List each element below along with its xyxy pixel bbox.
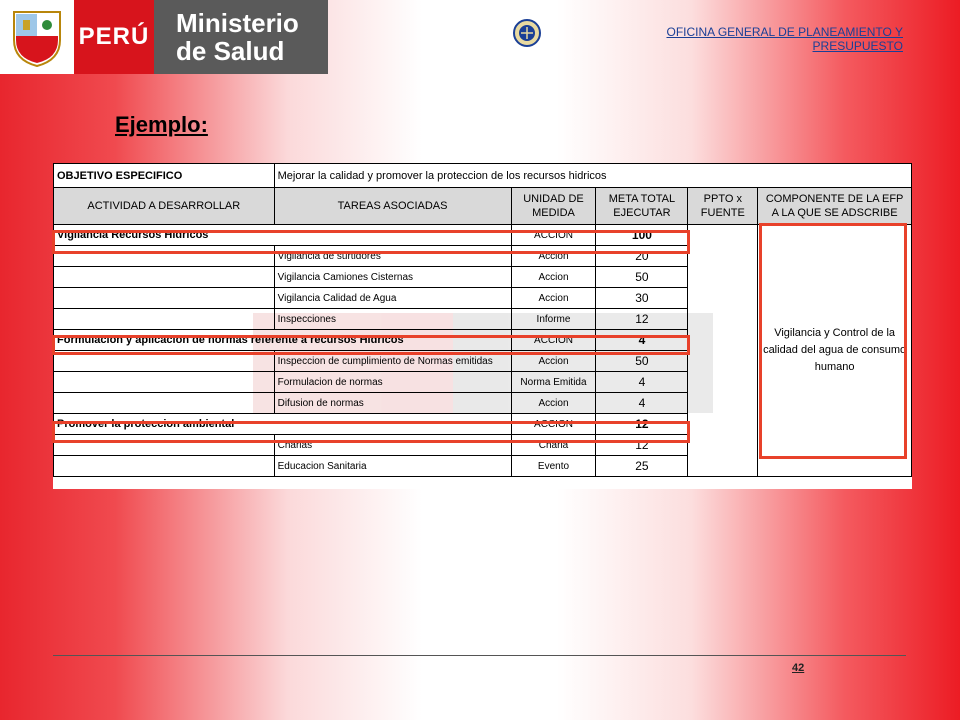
meta-cell: 100 bbox=[596, 225, 688, 246]
ministry-logo bbox=[0, 0, 328, 74]
unit-cell: Evento bbox=[511, 456, 596, 477]
task-cell: Difusion de normas bbox=[274, 393, 511, 414]
meta-cell: 50 bbox=[596, 267, 688, 288]
meta-cell: 30 bbox=[596, 288, 688, 309]
activity-cell bbox=[54, 456, 275, 477]
unit-cell: Accion bbox=[511, 288, 596, 309]
activity-cell: Vigilancia Recursos Hidricos bbox=[54, 225, 512, 246]
meta-cell: 12 bbox=[596, 414, 688, 435]
meta-cell: 12 bbox=[596, 435, 688, 456]
budget-cell bbox=[688, 225, 758, 477]
activity-cell: Formulacion y aplicacion de normas referente a recursos Hidricos bbox=[54, 330, 512, 351]
meta-cell: 4 bbox=[596, 372, 688, 393]
globe-emblem-icon bbox=[513, 19, 541, 47]
unit-cell: Accion bbox=[511, 351, 596, 372]
unit-cell: Charla bbox=[511, 435, 596, 456]
meta-cell: 25 bbox=[596, 456, 688, 477]
unit-cell: ACCION bbox=[511, 330, 596, 351]
activity-cell: Promover la proteccion ambiental bbox=[54, 414, 512, 435]
activity-cell bbox=[54, 372, 275, 393]
header-meta: META TOTAL EJECUTAR bbox=[596, 188, 688, 225]
meta-cell: 20 bbox=[596, 246, 688, 267]
activity-cell bbox=[54, 267, 275, 288]
unit-cell: Informe bbox=[511, 309, 596, 330]
unit-cell: Accion bbox=[511, 267, 596, 288]
table-header-row bbox=[54, 188, 912, 225]
unit-cell: ACCION bbox=[511, 225, 596, 246]
header-budget: PPTO x FUENTE bbox=[688, 188, 758, 225]
logo-ministry-line1: Ministerio bbox=[176, 8, 299, 38]
header-tasks: TAREAS ASOCIADAS bbox=[274, 188, 511, 225]
office-line2: PRESUPUESTO bbox=[812, 39, 903, 53]
header-component: COMPONENTE DE LA EFP A LA QUE SE ADSCRIBE bbox=[758, 188, 912, 225]
task-cell: Vigilancia Camiones Cisternas bbox=[274, 267, 511, 288]
highlight-box bbox=[52, 335, 690, 355]
meta-cell: 50 bbox=[596, 351, 688, 372]
page-number: 42 bbox=[792, 662, 805, 674]
activity-cell bbox=[54, 393, 275, 414]
task-cell: Vigilancia Calidad de Agua bbox=[274, 288, 511, 309]
meta-cell: 12 bbox=[596, 309, 688, 330]
task-cell: Inspecciones bbox=[274, 309, 511, 330]
logo-ministry-line2: de Salud bbox=[176, 36, 285, 66]
spreadsheet-table-area bbox=[53, 163, 912, 489]
objective-label: OBJETIVO ESPECIFICO bbox=[54, 164, 275, 188]
logo-country-text: PERÚ bbox=[74, 0, 154, 74]
footer-divider bbox=[53, 655, 906, 656]
unit-cell: ACCION bbox=[511, 414, 596, 435]
office-line1: OFICINA GENERAL DE PLANEAMIENTO Y bbox=[666, 25, 903, 39]
task-cell: Vigilancia de surtidores bbox=[274, 246, 511, 267]
meta-cell: 4 bbox=[596, 393, 688, 414]
header-unit: UNIDAD DE MEDIDA bbox=[511, 188, 596, 225]
activity-cell bbox=[54, 288, 275, 309]
task-cell: Educacion Sanitaria bbox=[274, 456, 511, 477]
highlight-box bbox=[759, 223, 907, 459]
unit-cell: Accion bbox=[511, 393, 596, 414]
office-link[interactable] bbox=[666, 25, 903, 53]
meta-cell: 4 bbox=[596, 330, 688, 351]
coat-of-arms-icon bbox=[0, 0, 74, 74]
objective-text: Mejorar la calidad y promover la proteccion de los recursos hidricos bbox=[274, 164, 911, 188]
task-cell: Charlas bbox=[274, 435, 511, 456]
unit-cell: Accion bbox=[511, 246, 596, 267]
slide-title: Ejemplo: bbox=[115, 112, 208, 137]
activity-cell bbox=[54, 309, 275, 330]
task-cell: Formulacion de normas bbox=[274, 372, 511, 393]
highlight-box bbox=[52, 421, 690, 443]
component-cell: Vigilancia y Control de la calidad del agua de consumo humano bbox=[758, 225, 912, 477]
header-activity: ACTIVIDAD A DESARROLLAR bbox=[54, 188, 275, 225]
highlight-box bbox=[52, 230, 690, 254]
task-cell: Inspeccion de cumplimiento de Normas emitidas bbox=[274, 351, 511, 372]
unit-cell: Norma Emitida bbox=[511, 372, 596, 393]
logo-ministry-text bbox=[154, 0, 328, 74]
